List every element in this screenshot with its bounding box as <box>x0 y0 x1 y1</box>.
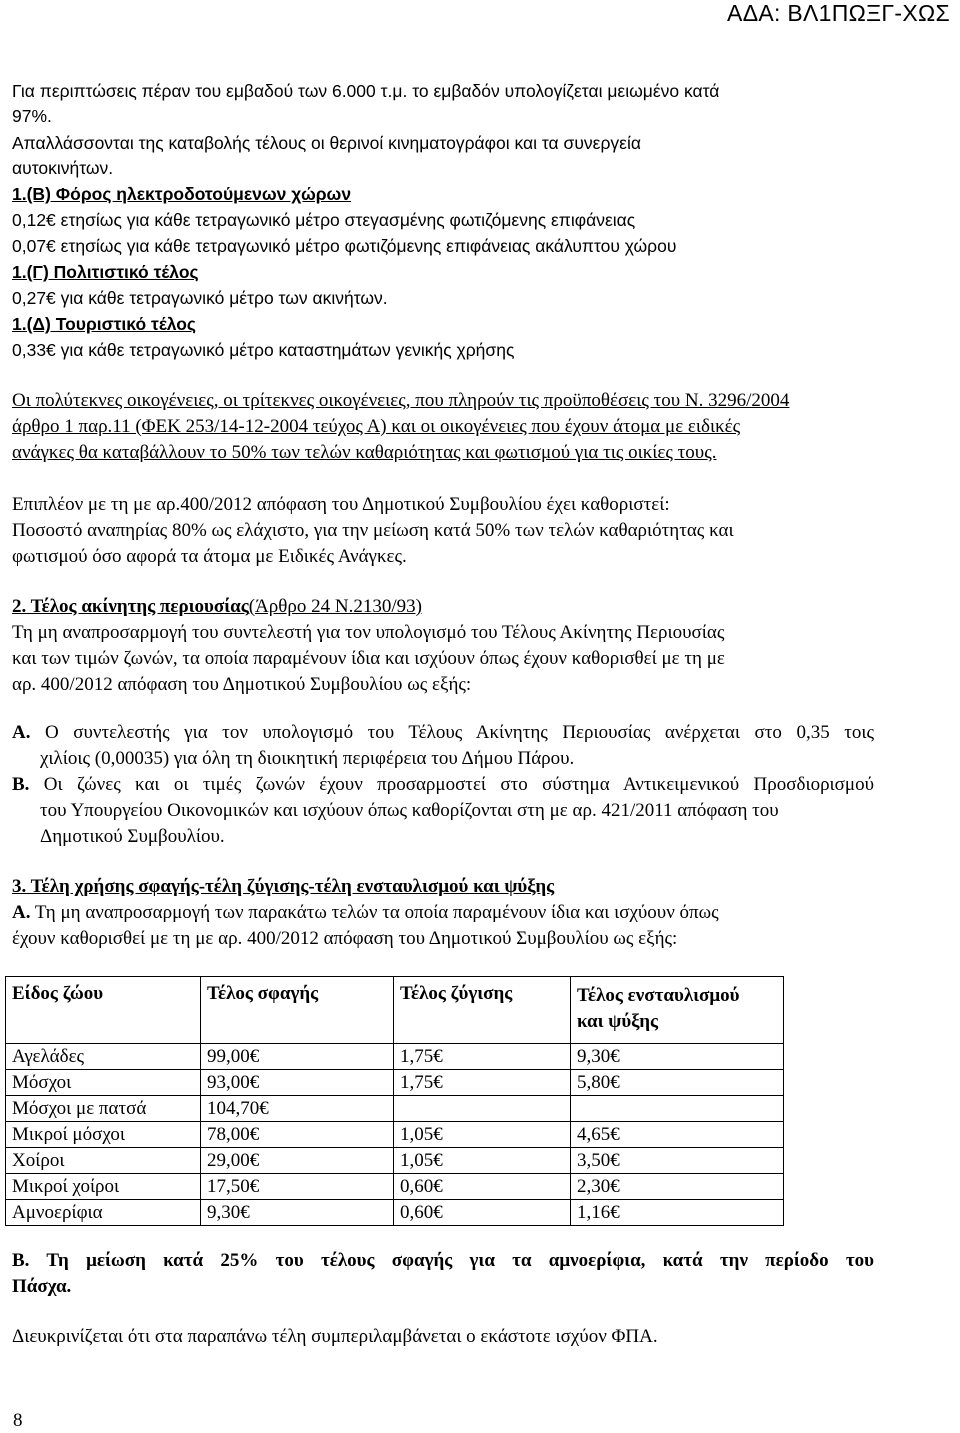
section-3b-line-2: Πάσχα. <box>12 1276 72 1297</box>
cell-slaughter: 78,00€ <box>201 1122 394 1148</box>
cell-animal: Μικροί μόσχοι <box>6 1122 201 1148</box>
cell-stabling: 2,30€ <box>571 1174 784 1200</box>
section-3b-text: Τη μείωση κατά 25% του τέλους σφαγής για τα αμνοερίφια, κατά την περίοδο του <box>29 1250 874 1271</box>
section-3a-line-2: έχουν καθορισθεί με τη με αρ. 400/2012 απόφαση του Δημοτικού Συμβουλίου ως εξής: <box>12 928 678 949</box>
cell-stabling <box>571 1096 784 1122</box>
section-2a-label: Α. <box>12 722 31 743</box>
table-row <box>6 1044 784 1070</box>
section-2b-line-3: Δημοτικού Συμβουλίου. <box>40 826 225 847</box>
table-row <box>6 1070 784 1096</box>
cell-weighing <box>394 1096 571 1122</box>
section-1b-title: (Β) Φόρος ηλεκτροδοτούμενων χώρων <box>26 184 352 204</box>
cell-animal: Μικροί χοίροι <box>6 1174 201 1200</box>
section-1b-line-1: 0,12€ ετησίως για κάθε τετραγωνικό μέτρο στεγασμένης φωτιζόμενης επιφάνειας <box>12 210 636 230</box>
table-row <box>6 1148 784 1174</box>
cell-stabling: 4,65€ <box>571 1122 784 1148</box>
cell-stabling: 3,50€ <box>571 1148 784 1174</box>
intro-line-2: 97%. <box>12 106 52 126</box>
section-2a-text: Ο συντελεστής για τον υπολογισμό του Τέλους Ακίνητης Περιουσίας ανέρχεται στο 0,35 τοις <box>30 722 874 743</box>
section-1c-line-1: 0,27€ για κάθε τετραγωνικό μέτρο των ακινήτων. <box>12 288 388 308</box>
cell-weighing: 1,75€ <box>394 1070 571 1096</box>
cell-animal: Μόσχοι με πατσά <box>6 1096 201 1122</box>
header-stabling-fee-l2: και ψύξης <box>577 1011 659 1032</box>
cell-weighing: 0,60€ <box>394 1200 571 1226</box>
table-row <box>6 1122 784 1148</box>
section-2-title: 2. Τέλος ακίνητης περιουσίας <box>12 596 249 617</box>
header-animal-type: Είδος ζώου <box>6 977 201 1044</box>
table-row <box>6 1096 784 1122</box>
cell-slaughter: 104,70€ <box>201 1096 394 1122</box>
section-3b-line-1 <box>12 1250 874 1272</box>
section-1d-line-1: 0,33€ για κάθε τετραγωνικό μέτρο καταστημάτων γενικής χρήσης <box>12 340 515 360</box>
cell-stabling: 1,16€ <box>571 1200 784 1226</box>
section-1d-heading: 1.(Δ) Τουριστικό τέλος <box>12 314 197 334</box>
section-3-heading: 3. Τέλη χρήσης σφαγής-τέλη ζύγισης-τέλη ενσταυλισμού και ψύξης <box>12 876 555 897</box>
section-2-title-ref: (Άρθρο 24 Ν.2130/93) <box>248 596 422 617</box>
header-weighing-fee: Τέλος ζύγισης <box>394 977 571 1044</box>
table-row <box>6 1200 784 1226</box>
section-3b-label: Β. <box>12 1250 30 1271</box>
cell-weighing: 1,05€ <box>394 1148 571 1174</box>
cell-animal: Αμνοερίφια <box>6 1200 201 1226</box>
intro-line-1: Για περιπτώσεις πέραν του εμβαδού των 6.000 τ.μ. το εμβαδόν υπολογίζεται μειωμένο κατά <box>12 81 720 101</box>
header-stabling-fee-l1: Τέλος ενσταυλισμού <box>577 985 740 1006</box>
section-2-line-1: Τη μη αναπροσαρμογή του συντελεστή για τον υπολογισμό του Τέλους Ακίνητης Περιουσίας <box>12 622 725 643</box>
header-slaughter-fee: Τέλος σφαγής <box>201 977 394 1044</box>
cell-weighing: 1,75€ <box>394 1044 571 1070</box>
section-2-line-2: και των τιμών ζωνών, τα οποία παραμένουν ίδια και ισχύουν όπως έχουν καθορισθεί με τη με <box>12 648 725 669</box>
header-stabling-fee <box>571 977 784 1044</box>
cell-slaughter: 99,00€ <box>201 1044 394 1070</box>
section-3a-text: Τη μη αναπροσαρμογή των παρακάτω τελών τα οποία παραμένουν ίδια και ισχύουν όπως <box>30 902 719 923</box>
section-1b-heading <box>12 184 351 205</box>
section-2-line-3: αρ. 400/2012 απόφαση του Δημοτικού Συμβουλίου ως εξής: <box>12 674 472 695</box>
ada-code: ΑΔΑ: ΒΛ1ΠΩΞΓ-ΧΩΣ <box>727 0 950 26</box>
cell-slaughter: 93,00€ <box>201 1070 394 1096</box>
disability-line-3: φωτισμού όσο αφορά τα άτομα με Ειδικές Ανάγκες. <box>12 546 407 567</box>
fees-table <box>5 976 784 1226</box>
cell-stabling: 9,30€ <box>571 1044 784 1070</box>
disability-line-2: Ποσοστό αναπηρίας 80% ως ελάχιστο, για την μείωση κατά 50% των τελών καθαριότητας και <box>12 520 734 541</box>
page-number: 8 <box>13 1410 23 1431</box>
families-line-3: ανάγκες θα καταβάλλουν το 50% των τελών καθαριότητας και φωτισμού για τις οικίες τους. <box>12 442 717 463</box>
section-2a-line-1 <box>12 722 874 744</box>
cell-weighing: 1,05€ <box>394 1122 571 1148</box>
section-3a-label: Α. <box>12 902 31 923</box>
section-1b-line-2: 0,07€ ετησίως για κάθε τετραγωνικό μέτρο φωτιζόμενης επιφάνειας ακάλυπτου χώρου <box>12 236 677 256</box>
intro-line-3: Απαλλάσσονται της καταβολής τέλους οι θερινοί κινηματογράφοι και τα συνεργεία <box>12 133 641 153</box>
cell-stabling: 5,80€ <box>571 1070 784 1096</box>
cell-slaughter: 9,30€ <box>201 1200 394 1226</box>
families-line-2: άρθρο 1 παρ.11 (ΦΕΚ 253/14-12-2004 τεύχος Α) και οι οικογένειες που έχουν άτομα με ειδικές <box>12 416 741 437</box>
table-row <box>6 1174 784 1200</box>
section-2b-line-2: του Υπουργείου Οικονομικών και ισχύουν όπως καθορίζονται στη με αρ. 421/2011 απόφαση του <box>40 800 779 821</box>
intro-line-4: αυτοκινήτων. <box>12 158 114 178</box>
section-2b-label: Β. <box>12 774 30 795</box>
section-3a-line-1 <box>12 902 719 924</box>
section-2-heading <box>12 596 422 618</box>
section-1c-heading: 1.(Γ) Πολιτιστικό τέλος <box>12 262 199 282</box>
fees-table-header-row <box>6 977 784 1044</box>
cell-animal: Μόσχοι <box>6 1070 201 1096</box>
cell-slaughter: 29,00€ <box>201 1148 394 1174</box>
cell-slaughter: 17,50€ <box>201 1174 394 1200</box>
section-2b-text: Οι ζώνες και οι τιμές ζωνών έχουν προσαρμοστεί στο σύστημα Αντικειμενικού Προσδιορισμού <box>29 774 874 795</box>
section-2a-line-2: χιλίοις (0,00035) για όλη τη διοικητική περιφέρεια του Δήμου Πάρου. <box>40 748 575 769</box>
vat-note: Διευκρινίζεται ότι στα παραπάνω τέλη συμπεριλαμβάνεται ο εκάστοτε ισχύον ΦΠΑ. <box>12 1326 658 1347</box>
families-line-1: Οι πολύτεκνες οικογένειες, οι τρίτεκνες οικογένειες, που πληρούν τις προϋποθέσεις του Ν. 3296/2004 <box>12 390 790 411</box>
cell-animal: Αγελάδες <box>6 1044 201 1070</box>
section-2b-line-1 <box>12 774 874 796</box>
cell-weighing: 0,60€ <box>394 1174 571 1200</box>
disability-line-1: Επιπλέον με τη με αρ.400/2012 απόφαση του Δημοτικού Συμβουλίου έχει καθοριστεί: <box>12 494 670 515</box>
cell-animal: Χοίροι <box>6 1148 201 1174</box>
section-1b-num: 1. <box>12 184 27 204</box>
